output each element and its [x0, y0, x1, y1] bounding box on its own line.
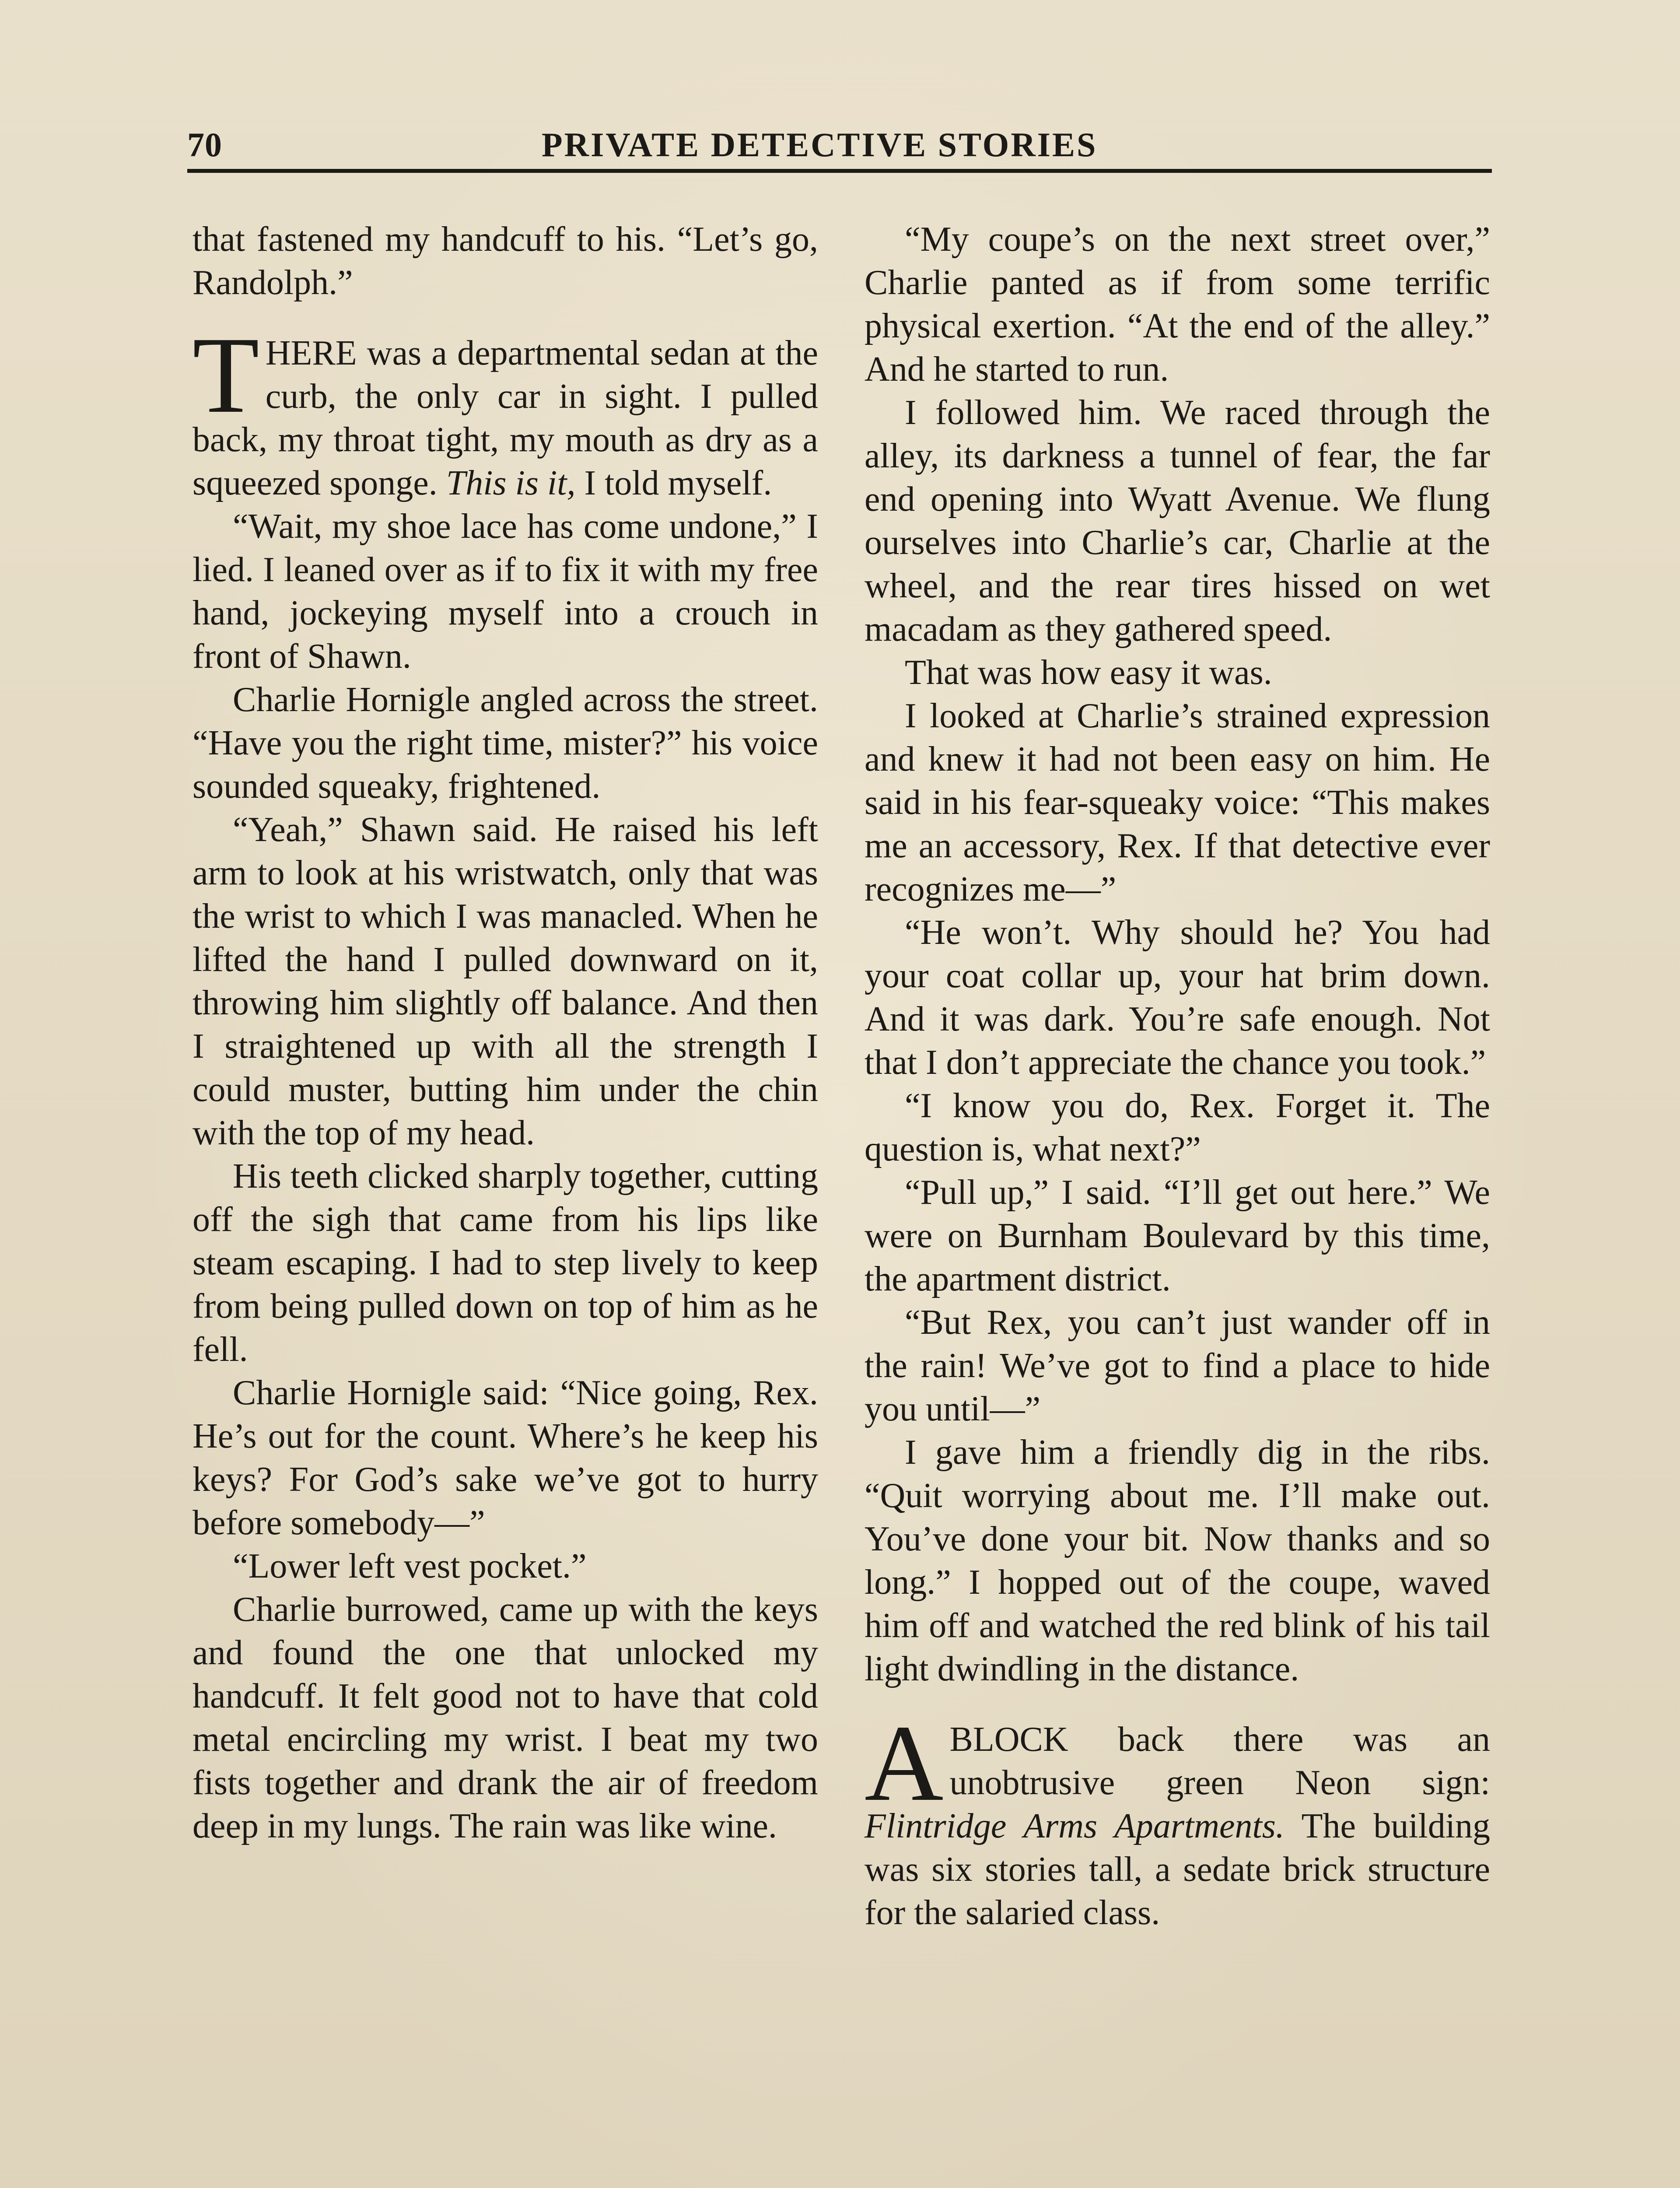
paragraph: I gave him a friendly dig in the ribs. “Quit worrying about me. I’ll make out. You’ve done your bit. Now thanks and so long.” I hopped out of the coupe, waved him off and watched the red blink of his tail light dwindling in the distance. — [864, 1433, 1490, 1688]
paragraph: “My coupe’s on the next street over,” Charlie panted as if from some terrific physical exertion. “At the end of the alley.” And he started to run. — [864, 220, 1490, 389]
page-header — [187, 117, 1492, 169]
running-title: PRIVATE DETECTIVE STORIES — [542, 126, 1098, 164]
paragraph: His teeth clicked sharply together, cutting off the sigh that came from his lips like steam escaping. I had to step lively to keep from being pulled down on top of him as he fell. — [192, 1157, 818, 1369]
paragraph: that fastened my handcuff to his. “Let’s go, Randolph.” — [192, 220, 818, 302]
paragraph: “Pull up,” I said. “I’ll get out here.” We were on Burnham Boulevard by this time, the apartment district. — [864, 1173, 1490, 1298]
paragraph: Charlie burrowed, came up with the keys and found the one that unlocked my handcuff. It felt good not to have that cold metal encircling my wrist. I beat my two fists together and drank the air of freedom deep in my lungs. The rain was like wine. — [192, 1590, 818, 1845]
paragraph: “He won’t. Why should he? You had your coat collar up, your hat brim down. And it was dark. You’re safe enough. Not that I don’t appreciate the chance you took.” — [864, 913, 1490, 1082]
paragraph-text: BLOCK back there was an unobtrusive green Neon sign: — [949, 1720, 1490, 1802]
paragraph-text: HERE was a departmental sedan at the curb, the only car in sight. I pulled back, my throat tight, my mouth as dry as a squeezed sponge. — [192, 334, 818, 502]
paragraph: “Yeah,” Shawn said. He raised his left arm to look at his wristwatch, only that was the wrist to which I was manacled. When he lifted the hand I pulled downward on it, throwing him slightly off balance. And then I straightened up with all the strength I could muster, butting him under the chin with the top of my head. — [192, 810, 818, 1152]
page-number: 70 — [187, 126, 222, 164]
paragraph-text: I told myself. — [575, 464, 772, 502]
left-column — [192, 218, 818, 1848]
paragraph: “Wait, my shoe lace has come undone,” I lied. I leaned over as if to fix it with my free hand, jockeying myself into a crouch in front of Shawn. — [192, 507, 818, 676]
paragraph: “Lower left vest pocket.” — [233, 1547, 587, 1585]
italic-text: This is it, — [446, 464, 576, 502]
paragraph: Charlie Hornigle angled across the street. “Have you the right time, mister?” his voice sounded squeaky, frightened. — [192, 680, 818, 806]
drop-cap: T — [192, 315, 259, 436]
header-rule — [187, 169, 1492, 173]
italic-text: Flintridge Arms Apartments. — [864, 1807, 1284, 1845]
right-column — [864, 218, 1490, 1935]
paragraph-text: The building was six stories tall, a sedate brick structure for the salaried class. — [864, 1807, 1490, 1932]
paragraph: “I know you do, Rex. Forget it. The question is, what next?” — [864, 1087, 1490, 1168]
paragraph: “But Rex, you can’t just wander off in the rain! We’ve got to find a place to hide you until—” — [864, 1303, 1490, 1428]
section-opening-paragraph — [864, 1703, 1490, 1935]
paragraph: I looked at Charlie’s strained expression and knew it had not been easy on him. He said in his fear-squeaky voice: “This makes me an accessory, Rex. If that detective ever recognizes me—” — [864, 697, 1490, 908]
drop-cap: A — [864, 1703, 944, 1824]
section-opening-paragraph — [192, 315, 818, 505]
paragraph: I followed him. We raced through the alley, its darkness a tunnel of fear, the far end opening into Wyatt Avenue. We flung ourselves into Charlie’s car, Charlie at the wheel, and the rear tires hissed on wet macadam as they gathered speed. — [864, 393, 1490, 649]
paragraph: Charlie Hornigle said: “Nice going, Rex. He’s out for the count. Where’s he keep his keys? For God’s sake we’ve got to hurry before somebody—” — [192, 1374, 818, 1542]
paragraph: That was how easy it was. — [905, 653, 1272, 692]
